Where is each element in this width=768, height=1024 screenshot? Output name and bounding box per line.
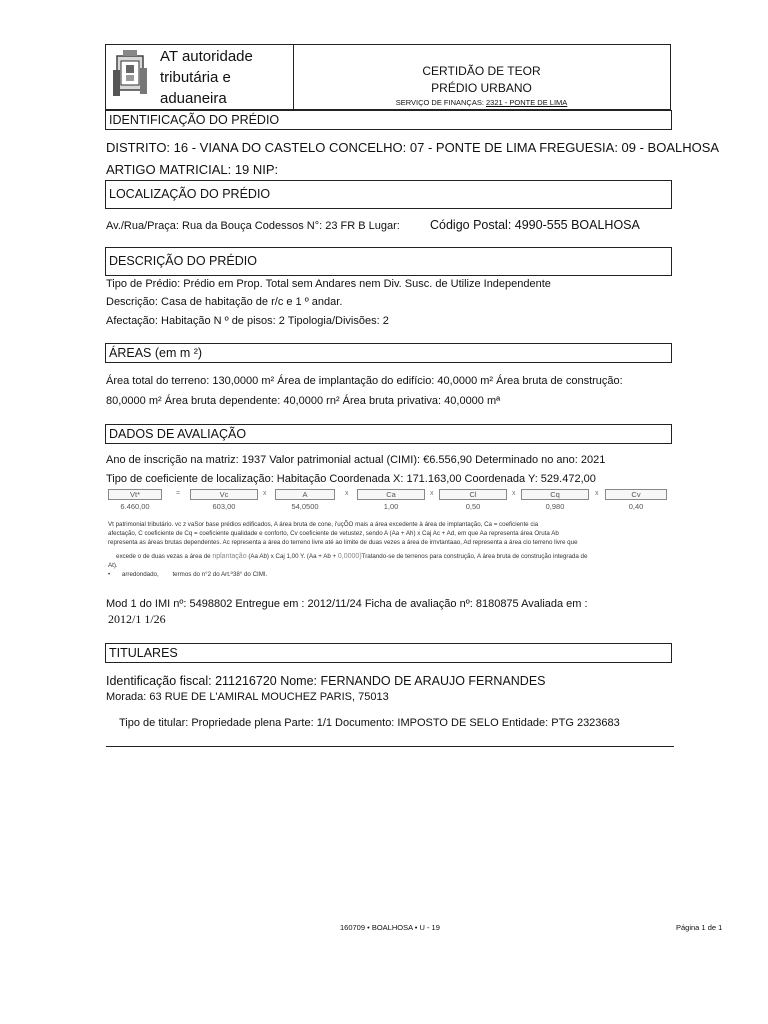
- section-avaliacao: [105, 424, 672, 444]
- ano-inscricao-line: Ano de inscrição na matriz: 1937 Valor patrimonial actual (CIMI): €6.556,90 Determinado no ano: 2021: [106, 454, 606, 466]
- formula-note-4b: nplantação: [212, 553, 247, 560]
- section-identificacao: [105, 110, 672, 130]
- formula-operator: x: [263, 490, 267, 497]
- mod1-date: 2012/1 1/26: [108, 612, 166, 626]
- formula-value: 0,980: [545, 502, 565, 511]
- titulares-divider: [106, 746, 674, 747]
- formula-value: 54,0500: [291, 502, 319, 511]
- coeficiente-line: Tipo de coeficiente de localização: Habitação Coordenada X: 171.163,00 Coordenada Y: 529.472,00: [106, 473, 596, 485]
- titulares-heading: TITULARES: [109, 645, 178, 660]
- avaliacao-heading: DADOS DE AVALIAÇÃO: [109, 426, 247, 441]
- authority-name-line-1: AT autoridade: [160, 48, 253, 65]
- formula-note-1: Vt patrimonial tributário. vc z vaSor base prédios edificados, A área bruta de cone, i'uçÕO mais a área excedente à área de implantação, Ca = coeficiente cia: [108, 521, 539, 528]
- localizacao-heading: LOCALIZAÇÃO DO PRÉDIO: [109, 187, 271, 202]
- identificacao-heading: IDENTIFICAÇÃO DO PRÉDIO: [109, 112, 280, 127]
- formula-note-4d: 0,0000): [337, 553, 362, 560]
- afectacao-line: Afectação: Habitação N º de pisos: 2 Tipologia/Divisões: 2: [106, 315, 389, 327]
- mod1-line: Mod 1 do IMI nº: 5498802 Entregue em : 2012/11/24 Ficha de avaliação nº: 8180875 Avaliada em :: [106, 598, 588, 610]
- formula-cell-vc: Vc: [190, 489, 258, 500]
- authority-name-line-2: tributária e: [160, 69, 231, 86]
- descricao-line: Descrição: Casa de habitação de r/c e 1 º andar.: [106, 296, 343, 308]
- header-title-box: [293, 44, 671, 110]
- artigo-matricial-line: ARTIGO MATRICIAL: 19 NIP:: [106, 162, 279, 177]
- section-titulares: [105, 643, 672, 663]
- formula-value: 0,40: [628, 502, 644, 511]
- formula-cell-cq: Cq: [521, 489, 589, 500]
- servico-financas: [293, 98, 670, 107]
- formula-cell-cv: Cv: [605, 489, 667, 500]
- section-localizacao: [105, 180, 672, 209]
- formula-operator: x: [512, 490, 516, 497]
- postal-code: Código Postal: 4990-555 BOALHOSA: [430, 218, 640, 232]
- at-emblem-icon: [111, 50, 151, 104]
- formula-cell-vt: Vt*: [108, 489, 162, 500]
- formula-value: 1,00: [383, 502, 399, 511]
- formula-note-6: [108, 571, 267, 578]
- address-line: Av./Rua/Praça: Rua da Bouça Codessos N°: 23 FR B Lugar:: [106, 220, 400, 232]
- predio-urbano-title: PRÉDIO URBANO: [431, 81, 532, 95]
- titular-morada: Morada: 63 RUE DE L'AMIRAL MOUCHEZ PARIS, 75013: [106, 691, 389, 703]
- formula-operator: x: [430, 490, 434, 497]
- formula-operator: =: [176, 490, 181, 497]
- formula-cell-a: A: [275, 489, 335, 500]
- tipo-predio-line: Tipo de Prédio: Prédio em Prop. Total sem Andares nem Div. Susc. de Utilize Independente: [106, 278, 551, 290]
- formula-note-3: representa as áreas brutas dependentes. Ac representa a área do terreno livre até ao limite de duas vezes a área de irnvtantaao, Ad representa a área cio terreno livre que: [108, 539, 578, 546]
- formula-note-4c: (Aa Ab) x Caj 1,00 Y. (Aa + Ab +: [248, 553, 337, 560]
- titular-tipo: Tipo de titular: Propriedade plena Parte: 1/1 Documento: IMPOSTO DE SELO Entidade: PTG 2323683: [119, 717, 620, 729]
- formula-cell-ca: Ca: [357, 489, 425, 500]
- formula-value: 6.460,00: [120, 502, 150, 511]
- valuation-formula: [108, 489, 668, 513]
- header-logo-box: [105, 44, 294, 110]
- descricao-heading: DESCRIÇÃO DO PRÉDIO: [109, 254, 257, 269]
- formula-operator: x: [345, 490, 349, 497]
- formula-note-4a: excede o de duas vezas a área de: [116, 553, 211, 560]
- formula-note-4: [116, 553, 587, 560]
- areas-line-1: Área total do terreno: 130,0000 m² Área de implantação do edifício: 40,0000 m² Área bruta de construção:: [106, 375, 623, 387]
- servico-value: 2321 - PONTE DE LIMA: [486, 98, 568, 107]
- certidao-title: CERTIDÃO DE TEOR: [422, 64, 541, 78]
- formula-cell-cl: Cl: [439, 489, 507, 500]
- section-areas: [105, 343, 672, 363]
- areas-line-2: 80,0000 m² Área bruta dependente: 40,0000 rn² Área bruta privativa: 40,0000 mª: [106, 395, 501, 407]
- servico-label: SERVIÇO DE FINANÇAS:: [395, 98, 484, 107]
- authority-name-line-3: aduaneira: [160, 90, 227, 107]
- footer-page-number: Página 1 de 1: [676, 923, 723, 932]
- formula-value: 0,50: [465, 502, 481, 511]
- formula-operator: x: [595, 490, 599, 497]
- formula-note-6b: termos do n°2 do Art.º38° do CIMI.: [172, 571, 268, 578]
- footer-reference: 160709 • BOALHOSA • U - 19: [340, 923, 440, 932]
- section-descricao: [105, 247, 672, 276]
- distrito-line: DISTRITO: 16 - VIANA DO CASTELO CONCELHO: 07 - PONTE DE LIMA FREGUESIA: 09 - BOALHOSA: [106, 140, 720, 155]
- formula-note-2: afectação, C coeficiente de Cq = coeficiente qualidade e conforto, Cv coeficiente de vetustez, sendo A (Aa + Ah) x Caj Ac + Ad, em que Aa representa área Oruta Ab: [108, 530, 559, 537]
- bullet-icon: •: [108, 571, 111, 578]
- formula-note-5: At).: [108, 562, 118, 569]
- titular-identificacao: Identificação fiscal: 211216720 Nome: FERNANDO DE ARAUJO FERNANDES: [106, 674, 546, 688]
- areas-heading: ÁREAS (em m ²): [109, 345, 203, 360]
- formula-note-6a: arredondado,: [121, 571, 159, 578]
- formula-value: 603,00: [212, 502, 236, 511]
- formula-note-4e: Tratando-se de terrenos para construção, A área bruta de construção integrada de: [361, 553, 588, 560]
